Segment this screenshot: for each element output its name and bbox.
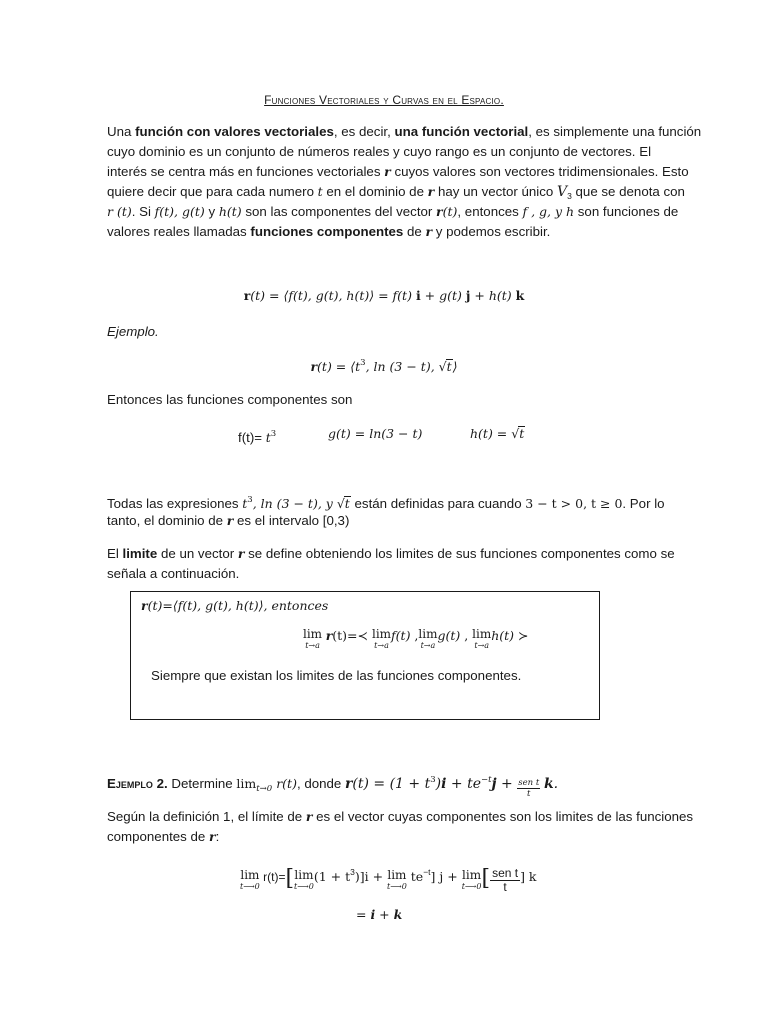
- math: (t) = ⟨t: [317, 359, 361, 374]
- limit-line-1: [107, 544, 675, 564]
- unit-j: j: [491, 776, 497, 792]
- lim-operator: [240, 870, 260, 892]
- box-limit-equation: [303, 628, 529, 651]
- text: Determine: [167, 776, 237, 791]
- math: h(t): [491, 628, 515, 643]
- unit-k: k: [393, 907, 403, 922]
- numerator: sen t: [518, 778, 540, 788]
- text: y podemos escribir.: [432, 224, 551, 239]
- exponent: −t: [423, 867, 431, 877]
- vector-r: r: [243, 288, 251, 303]
- text: . Si: [131, 204, 155, 219]
- sqrt-arg: t: [344, 496, 350, 511]
- vector-r: r: [237, 546, 245, 561]
- fraction-sent-over-t: [490, 867, 520, 894]
- text: r(t)=: [259, 870, 286, 884]
- text: que se denota con: [571, 184, 685, 199]
- final-result: [356, 907, 402, 922]
- math: entonces: [271, 598, 329, 613]
- sqrt-sign: √: [438, 359, 447, 374]
- component-h: [470, 424, 525, 444]
- lim-word: lim: [236, 776, 257, 791]
- exponent: 3: [360, 358, 366, 368]
- lim-operator: [303, 629, 322, 651]
- bracket-open: [: [285, 866, 295, 891]
- text: componentes de: [107, 829, 210, 844]
- lim-word: lim: [303, 627, 323, 641]
- final-limit-equation: [240, 866, 537, 894]
- fraction-sent-over-t: [517, 778, 540, 799]
- text: son las componentes del vector: [241, 204, 437, 219]
- subscript: 3: [567, 191, 572, 201]
- unit-k: k: [543, 776, 554, 792]
- math: (t) = (1 + t: [352, 776, 431, 792]
- text: se define obteniendo los limites de sus funciones componentes como se: [244, 546, 675, 561]
- text: interés se centra más en funciones vectoriales: [107, 164, 385, 179]
- math: .: [553, 776, 559, 792]
- def-line-1: [107, 807, 693, 827]
- lim-word: lim: [240, 868, 260, 882]
- math: + h(t): [470, 288, 516, 303]
- text: Una: [107, 124, 136, 139]
- lim-word: lim: [294, 868, 314, 882]
- math: =: [356, 907, 371, 922]
- math: h(t): [218, 204, 242, 219]
- lim-sub: t→0: [256, 784, 273, 794]
- math: ,: [410, 628, 419, 643]
- equation-vector-function: [0, 288, 768, 303]
- exponent: 3: [430, 775, 436, 785]
- vector-r: r: [310, 359, 318, 374]
- intro-line-1: [107, 122, 701, 142]
- vector-r: r: [436, 204, 443, 219]
- math: (t)=≺: [332, 628, 372, 643]
- box-note: Siempre que existan los limites de las funciones componentes.: [151, 668, 522, 683]
- math: (t)=⟨f(t), g(t), h(t)⟩,: [147, 598, 272, 613]
- lim-word: lim: [462, 868, 482, 882]
- math: g(t) = ln(3 − t): [328, 426, 423, 441]
- bold-term: función con valores vectoriales: [135, 124, 334, 139]
- text: , es decir,: [333, 124, 395, 139]
- text: cuyos valores son vectores tridimensionales. Esto: [390, 164, 689, 179]
- lim-operator: [387, 870, 407, 892]
- example-label: Ejemplo.: [107, 324, 159, 339]
- math: ≻: [514, 628, 529, 643]
- vector-r: r: [384, 164, 391, 179]
- math: (t) = ⟨f(t), g(t), h(t)⟩ = f(t): [250, 288, 416, 303]
- components-intro: Entonces las funciones componentes son: [107, 392, 353, 407]
- math-t: t: [242, 496, 248, 511]
- sqrt-sign: √: [336, 496, 345, 511]
- domain-line-2: [107, 511, 349, 531]
- sqrt-sign: √: [511, 426, 520, 441]
- bold-term: funciones componentes: [250, 224, 404, 239]
- lim-word: lim: [472, 627, 492, 641]
- component-f: [238, 424, 276, 448]
- lim-operator: [462, 870, 482, 892]
- numerator: sen t: [492, 866, 519, 880]
- exponent: −t: [480, 775, 492, 785]
- vector-r: r: [141, 598, 148, 613]
- math: ] k: [520, 869, 537, 884]
- math: 3 − t > 0, t ≥ 0: [525, 496, 623, 511]
- exponent: 3: [247, 495, 253, 505]
- lim-word: lim: [418, 627, 438, 641]
- text: Según la definición 1, el límite de: [107, 809, 306, 824]
- lim-operator: [418, 629, 437, 651]
- exponent: 3: [270, 429, 277, 439]
- math: , ln (3 − t),: [365, 359, 439, 374]
- lim-sub: t→a: [374, 641, 389, 650]
- lim-sub: t⟶0: [294, 882, 314, 891]
- text: valores reales llamadas: [107, 224, 251, 239]
- lim-sub: t→a: [474, 641, 490, 650]
- math-t: t: [317, 184, 323, 199]
- math: + te: [446, 776, 481, 792]
- text: y: [204, 204, 219, 219]
- box-line-1: [141, 598, 328, 613]
- math: te: [406, 869, 424, 884]
- intro-line-6: [107, 222, 550, 242]
- math: +: [496, 776, 518, 792]
- math: f(t), g(t): [154, 204, 205, 219]
- example2-line: [107, 770, 558, 799]
- intro-line-5: [107, 202, 678, 222]
- lim-word: lim: [371, 627, 392, 641]
- lim-sub: t→a: [420, 641, 436, 650]
- math: h(t) =: [470, 426, 512, 441]
- lim-sub: t⟶0: [387, 882, 407, 891]
- vector-r: r: [226, 513, 234, 528]
- sqrt-arg: t: [519, 426, 525, 441]
- math: ): [435, 776, 442, 792]
- unit-i: i: [441, 776, 447, 792]
- math: + g(t): [420, 288, 466, 303]
- equation-example: [0, 358, 768, 376]
- text: El: [107, 546, 123, 561]
- exponent: 3: [350, 867, 355, 877]
- unit-k: k: [515, 288, 525, 303]
- vector-r: r: [305, 809, 313, 824]
- lim-sub: t⟶0: [240, 882, 260, 891]
- denominator: t: [503, 880, 507, 894]
- text: hay un vector único: [434, 184, 557, 199]
- unit-i: i: [415, 288, 421, 303]
- text: están definidas para cuando: [350, 496, 526, 511]
- lim-operator: [294, 870, 314, 892]
- math: , ln (3 − t), y: [252, 496, 337, 511]
- lim-sub: t→a: [305, 641, 320, 650]
- intro-line-2: cuyo dominio es un conjunto de números reales y cuyo rango es un conjunto de vectores. El: [107, 144, 652, 159]
- math: r (t): [107, 204, 132, 219]
- text: tanto, el dominio de: [107, 513, 227, 528]
- vector-r: r: [425, 224, 433, 239]
- bold-term: una función vectorial: [394, 124, 529, 139]
- limit-definition-box: [130, 591, 600, 720]
- text: , donde: [296, 776, 346, 791]
- text: quiere decir que para cada numero: [107, 184, 318, 199]
- denominator: t: [527, 789, 531, 799]
- math: )]i +: [354, 869, 388, 884]
- text: de un vector: [157, 546, 238, 561]
- math: ⟩: [452, 359, 458, 374]
- unit-j: j: [465, 288, 471, 303]
- text: en el dominio de: [322, 184, 428, 199]
- math: f , g, y h: [522, 204, 575, 219]
- lim-operator: [472, 629, 491, 651]
- math: ] j +: [430, 869, 462, 884]
- text: , entonces: [457, 204, 523, 219]
- text: son funciones de: [574, 204, 679, 219]
- sqrt-arg: t: [446, 359, 452, 374]
- text: . Por lo: [622, 496, 665, 511]
- intro-line-3: [107, 162, 689, 182]
- bold-term: limite: [122, 546, 158, 561]
- math: (1 + t: [313, 869, 351, 884]
- vector-r: r: [427, 184, 435, 199]
- text: , es simplemente una función: [528, 124, 702, 139]
- unit-i: i: [370, 907, 376, 922]
- bracket-open: [: [481, 866, 491, 891]
- example2-label: Ejemplo 2.: [107, 776, 168, 791]
- vector-r: r: [325, 628, 333, 643]
- lim-sub: t⟶0: [461, 882, 482, 891]
- def-line-2: [107, 827, 219, 847]
- lim-operator: [372, 629, 391, 651]
- lim-word: lim: [387, 868, 407, 882]
- text: :: [215, 829, 220, 844]
- component-g: [328, 424, 422, 444]
- limit-line-2: señala a continuación.: [107, 566, 240, 581]
- math: +: [375, 907, 394, 922]
- math: g(t): [437, 628, 461, 643]
- math: (t): [442, 204, 458, 219]
- math-V: V: [556, 184, 568, 200]
- text: es el intervalo [0,3): [233, 513, 350, 528]
- math: ,: [460, 628, 473, 643]
- math: r(t): [272, 776, 297, 791]
- text: de: [403, 224, 426, 239]
- page-title: Funciones Vectoriales y Curvas en el Espacio.: [264, 93, 504, 107]
- math: f(t): [391, 628, 411, 643]
- text: Todas las expresiones: [107, 496, 243, 511]
- vector-r: r: [345, 776, 353, 792]
- vector-r: r: [209, 829, 216, 844]
- math-t: t: [265, 430, 271, 445]
- text: es el vector cuyas componentes son los limites de las funciones: [312, 809, 694, 824]
- text: f(t)=: [238, 430, 266, 445]
